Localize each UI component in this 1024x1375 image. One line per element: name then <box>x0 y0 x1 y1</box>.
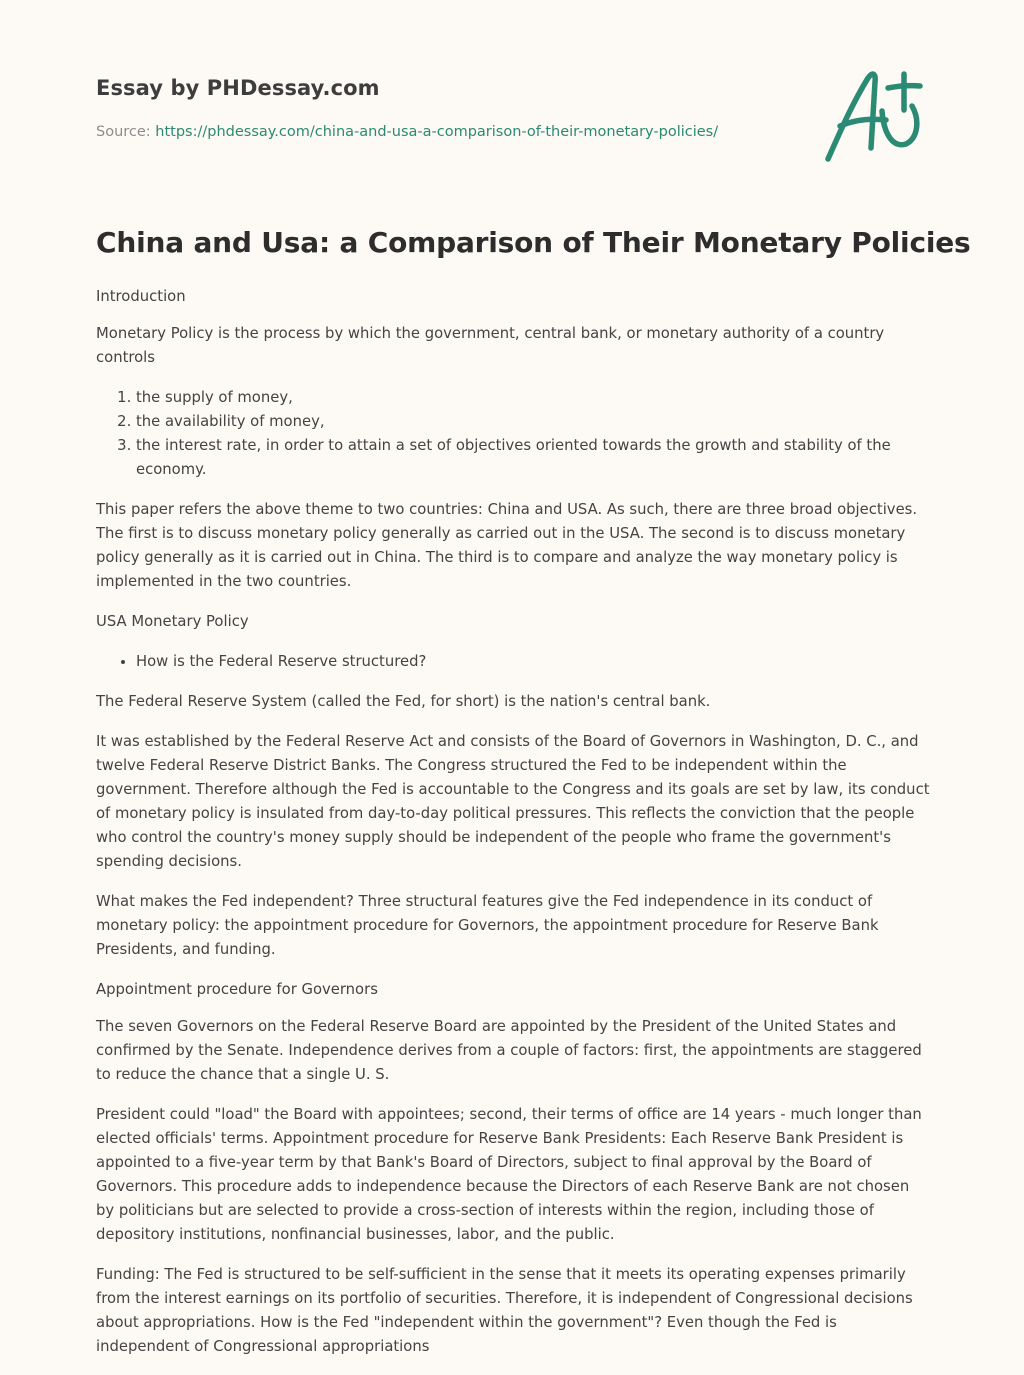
paragraph-5: What makes the Fed independent? Three structural features give the Fed independence in its conduct of monetary policy: the appointment procedure for Governors, the appointment procedure for Reserve Bank Presidents, and funding. <box>96 893 879 958</box>
paragraph-7: President could "load" the Board with appointees; second, their terms of office are 14 years - much longer than elected officials' terms. Appointment procedure for Reserve Bank Presidents: Each Reserve Bank President is appointed to a five-year term by that Bank's Board of Directors, subject to final approval by the Board of Governors. This procedure adds to independence because the Directors of each Reserve Bank are not chosen by politicians but are selected to provide a cross-section of interests within the region, including those of depository institutions, nonfinancial businesses, labor, and the public. <box>96 1106 922 1243</box>
list-item: 2. the availability of money, <box>136 410 932 434</box>
intro-heading: Introduction <box>96 288 186 305</box>
list-item: 1. the supply of money, <box>136 386 932 410</box>
paragraph-4: It was established by the Federal Reserve Act and consists of the Board of Governors in Washington, D. C., and twelve Federal Reserve District Banks. The Congress structured the Fed to be independent within the government. Therefore although the Fed is accountable to the Congress and its goals are set by law, its conduct of monetary policy is insulated from day-to-day political pressures. This reflects the conviction that the people who control the country's money supply should be independent of the people who frame the government's spending decisions. <box>96 733 930 870</box>
source-label: Source: <box>96 124 151 140</box>
objectives-list <box>96 386 932 482</box>
usa-heading: USA Monetary Policy <box>96 613 249 630</box>
source-link[interactable]: https://phdessay.com/china-and-usa-a-comparison-of-their-monetary-policies/ <box>155 124 719 140</box>
essay-body <box>96 285 932 1375</box>
paragraph-1: Monetary Policy is the process by which the government, central bank, or monetary authority of a country controls <box>96 325 885 366</box>
site-name: Essay by PHDessay.com <box>96 76 380 100</box>
paragraph-3: The Federal Reserve System (called the Fed, for short) is the nation's central bank. <box>96 693 711 710</box>
appointment-heading: Appointment procedure for Governors <box>96 981 378 998</box>
a-plus-logo-icon <box>824 66 928 166</box>
essay-title: China and Usa: a Comparison of Their Monetary Policies <box>96 226 971 259</box>
paragraph-2: This paper refers the above theme to two countries: China and USA. As such, there are three broad objectives. The first is to discuss monetary policy generally as carried out in the USA. The second is to discuss monetary policy generally as it is carried out in China. The third is to compare and analyze the way monetary policy is implemented in the two countries. <box>96 501 918 590</box>
paragraph-8: Funding: The Fed is structured to be self-sufficient in the sense that it meets its operating expenses primarily from the interest earnings on its portfolio of securities. Therefore, it is independent of Congressional decisions about appropriations. How is the Fed "independent within the government"? Even though the Fed is independent of Congressional appropriations <box>96 1266 913 1355</box>
source-line <box>96 124 718 140</box>
list-item: • How is the Federal Reserve structured? <box>136 650 932 674</box>
paragraph-6: The seven Governors on the Federal Reserve Board are appointed by the President of the United States and confirmed by the Senate. Independence derives from a couple of factors: first, the appointments are staggered to reduce the chance that a single U. S. <box>96 1018 922 1083</box>
list-item: 3. the interest rate, in order to attain a set of objectives oriented towards the growth and stability of the economy. <box>136 434 932 482</box>
question-list <box>96 650 932 674</box>
